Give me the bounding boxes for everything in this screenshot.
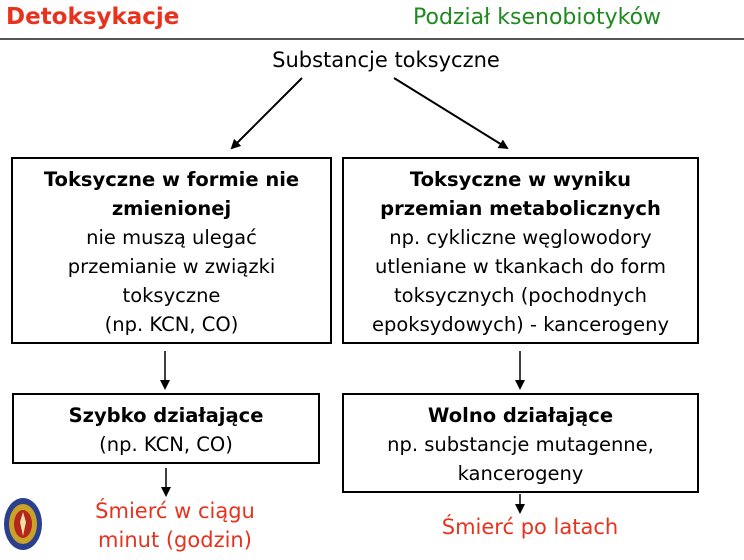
left-effect-box xyxy=(12,393,320,464)
right-body-line-1: np. cykliczne węglowodory xyxy=(389,226,652,249)
right-body-line-2: utleniane w tkankach do form xyxy=(375,255,666,278)
right-effect-heading: Wolno działające xyxy=(427,404,614,427)
right-effect-box xyxy=(342,393,699,493)
slide-subtitle: Podział ksenobiotyków xyxy=(413,5,662,30)
right-heading-line-2: przemian metabolicznych xyxy=(380,197,661,220)
right-effect-body-line-2: kancerogeny xyxy=(457,462,584,485)
right-outcome xyxy=(400,513,660,542)
left-body-line-2: przemianie w związki xyxy=(67,255,276,278)
right-category-box xyxy=(342,157,699,344)
left-heading-line-1: Toksyczne w formie nie xyxy=(43,168,300,191)
root-node-label: Substancje toksyczne xyxy=(272,48,500,72)
right-outcome-line-1: Śmierć po latach xyxy=(441,515,619,539)
slide-title: Detoksykacje xyxy=(6,4,180,30)
left-category-box xyxy=(11,157,332,344)
university-seal-icon xyxy=(2,490,44,554)
arrow-root-to-left xyxy=(232,78,302,148)
left-body-line-3: toksyczne xyxy=(122,284,221,307)
left-body-line-4: (np. KCN, CO) xyxy=(104,313,239,336)
right-body-line-4: epoksydowych) - kancerogeny xyxy=(372,313,669,336)
right-body-line-3: toksycznych (pochodnych xyxy=(394,284,647,307)
left-effect-body-line-1: (np. KCN, CO) xyxy=(99,433,233,456)
left-heading-line-2: zmienionej xyxy=(111,197,232,220)
right-effect-body-line-1: np. substancje mutagenne, xyxy=(387,433,654,456)
left-body-line-1: nie muszą ulegać xyxy=(86,226,257,249)
left-outcome xyxy=(45,497,305,555)
left-effect-heading: Szybko działające xyxy=(68,404,264,427)
arrow-root-to-right xyxy=(394,78,507,148)
left-outcome-line-2: minut (godzin) xyxy=(98,528,252,552)
left-outcome-line-1: Śmierć w ciągu xyxy=(95,499,255,523)
right-heading-line-1: Toksyczne w wyniku xyxy=(409,168,632,191)
